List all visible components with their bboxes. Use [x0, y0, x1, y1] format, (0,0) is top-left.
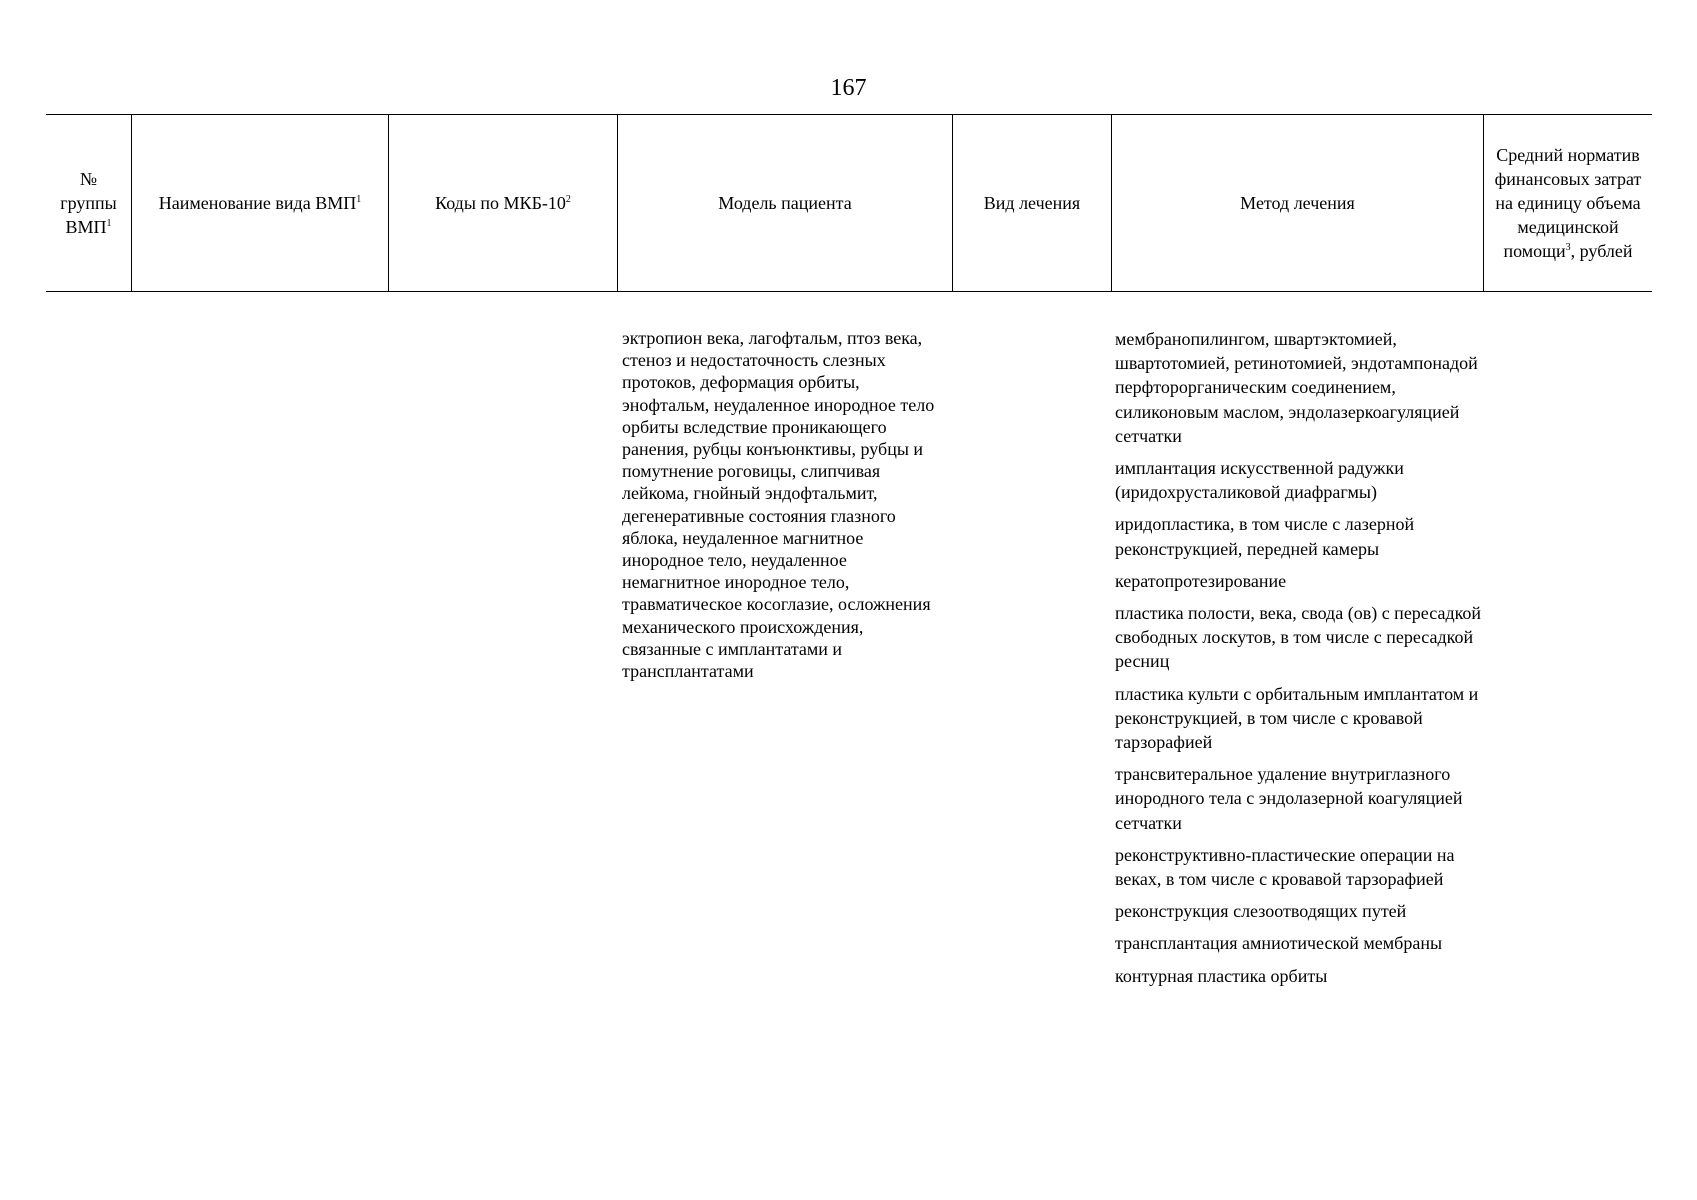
treatment-method-item: реконструкция слезоотводящих путей	[1115, 901, 1407, 922]
treatment-method-item: мембранопилингом, швартэктомией, швартотомией, ретинотомией, эндотампонадой перфторорганическим соединением, силиконовым маслом, эндолазеркоагуляцией сетчатки	[1115, 329, 1478, 446]
header-average-cost: Средний норматив финансовых затрат на единицу объема медицинской помощи$^3$, рублей	[1494, 145, 1642, 261]
header-vmp-name: Наименование вида ВМП$^1$	[132, 115, 389, 291]
table-header	[46, 114, 1652, 292]
treatment-method-item: иридопластика, в том числе с лазерной реконструкцией, передней камеры	[1115, 514, 1415, 559]
header-treatment-type: Вид лечения	[953, 115, 1112, 291]
header-patient-model: Модель пациента	[618, 115, 953, 291]
treatment-method-item: имплантация искусственной радужки (иридохрусталиковой диафрагмы)	[1115, 458, 1404, 503]
patient-model-cell: эктропион века, лагофтальм, птоз века, стеноз и недостаточность слезных протоков, деформация орбиты, энофтальм, неудаленное инородное тело орбиты вследствие проникающего ранения, рубцы конъюнктивы, рубцы и помутнение роговицы, слипчивая лейкома, гнойный эндофтальмит, дегенеративные состояния глазного яблока, неудаленное магнитное инородное тело, неудаленное немагнитное инородное тело, травматическое косоглазие, осложнения механического происхождения, связанные с имплантатами и трансплантатами	[622, 328, 935, 682]
treatment-method-item: контурная пластика орбиты	[1115, 965, 1328, 986]
treatment-method-item: трансплантация амниотической мембраны	[1115, 933, 1443, 954]
treatment-method-item: пластика культи с орбитальным имплантатом и реконструкцией, в том числе с кровавой тарзорафией	[1115, 683, 1479, 753]
treatment-methods-list	[1115, 327, 1485, 996]
page-number: 167	[830, 75, 867, 101]
treatment-method-item: реконструктивно-пластические операции на веках, в том числе с кровавой тарзорафией	[1115, 844, 1455, 890]
header-group-number: № группы ВМП$^1$	[46, 115, 132, 291]
header-treatment-method: Метод лечения	[1112, 115, 1484, 291]
treatment-method-item: пластика полости, века, свода (ов) с пересадкой свободных лоскутов, в том числе с пересадкой ресниц	[1115, 603, 1482, 672]
header-icd-codes: Коды по МКБ-$10^2$	[389, 115, 618, 291]
treatment-method-item: кератопротезирование	[1115, 570, 1287, 591]
treatment-method-item: трансвитеральное удаление внутриглазного инородного тела с эндолазерной коагуляцией сетчатки	[1115, 764, 1463, 833]
